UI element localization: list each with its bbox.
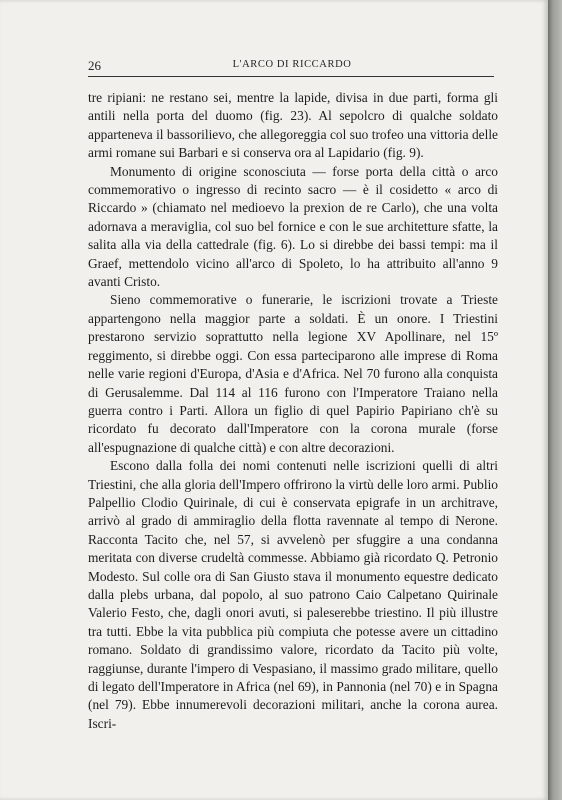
running-title: L'ARCO DI RICCARDO (232, 59, 352, 70)
body-text (88, 89, 498, 733)
paragraph: Monumento di origine sconosciuta — forse porta della città o arco commemorativo o ingresso di recinto sacro — è il cosidetto « arco di Riccardo » (chiamato nel medioevo la prexion de re Carlo), che una volta adornava a meraviglia, col suo bel fornice e con le sue architetture sfatte, la salita alla via della cattedrale (fig. 6). Lo si direbbe dei bassi tempi: ma il Graef, mettendolo vicino all'arco di Spoleto, lo ha attribuito all'anno 9 avanti Cristo. (88, 163, 498, 290)
page-edge (548, 0, 562, 800)
page-number: 26 (88, 58, 101, 73)
paragraph: Escono dalla folla dei nomi contenuti nelle iscrizioni quelli di altri Triestini, che alla gloria dell'Impero offrirono la virtù delle loro armi. Publio Palpellio Clodio Quirinale, di cui è conservata epigrafe in un architrave, arrivò al grado di ammiraglio della flotta ravennate al tempo di Nerone. Racconta Tacito che, nel 57, si avvelenò per sfuggire a una condanna meritata con diverse crudeltà commesse. Abbiamo già ricordato Q. Petronio Modesto. Sul colle ora di San Giusto stava il monumento equestre dedicato dalla plebs urbana, dal popolo, al suo patrono Caio Calpetano Quirinale Valerio Festo, che, dagli onori avuti, si paleserebbe triestino. Il più illustre tra tutti. Ebbe la vita pubblica più compiuta che potesse avere un cittadino romano. Soldato di grandissimo valore, ricordato da Tacito più volte, raggiunse, durante l'impero di Vespasiano, il massimo grado militare, quello di legato dell'Imperatore in Africa (nel 69), in Pannonia (nel 70) e in Spagna (nel 79). Ebbe innumerevoli decorazioni militari, anche la corona aurea. Iscri- (88, 458, 498, 731)
paragraph: tre ripiani: ne restano sei, mentre la lapide, divisa in due parti, forma gli antili nella porta del duomo (fig. 23). Al sepolcro di qualche soldato apparteneva il bassorilievo, che allegoreggia col suo trofeo una vittoria delle armi romane sui Barbari e si conserva ora al Lapidario (fig. 9). (88, 90, 498, 161)
page-header (88, 58, 496, 74)
header-rule (88, 76, 494, 77)
paragraph: Sieno commemorative o funerarie, le iscrizioni trovate a Trieste appartengono nella maggior parte a soldati. È un onore. I Triestini prestarono servizio soprattutto nella legione XV Apollinare, nel 15º reggimento, si direbbe oggi. Con essa parteciparono alle imprese di Roma nelle varie regioni d'Europa, d'Asia e d'Africa. Nel 70 furono alla conquista di Gerusalemme. Dal 114 al 116 furono con l'Imperatore Traiano nella guerra contro i Parti. Allora un figlio di quel Papirio Papiriano ch'è su ricordato fu decorato dall'Imperatore con la corona murale (forse all'espugnazione di qualche città) e con altre decorazioni. (88, 292, 498, 455)
